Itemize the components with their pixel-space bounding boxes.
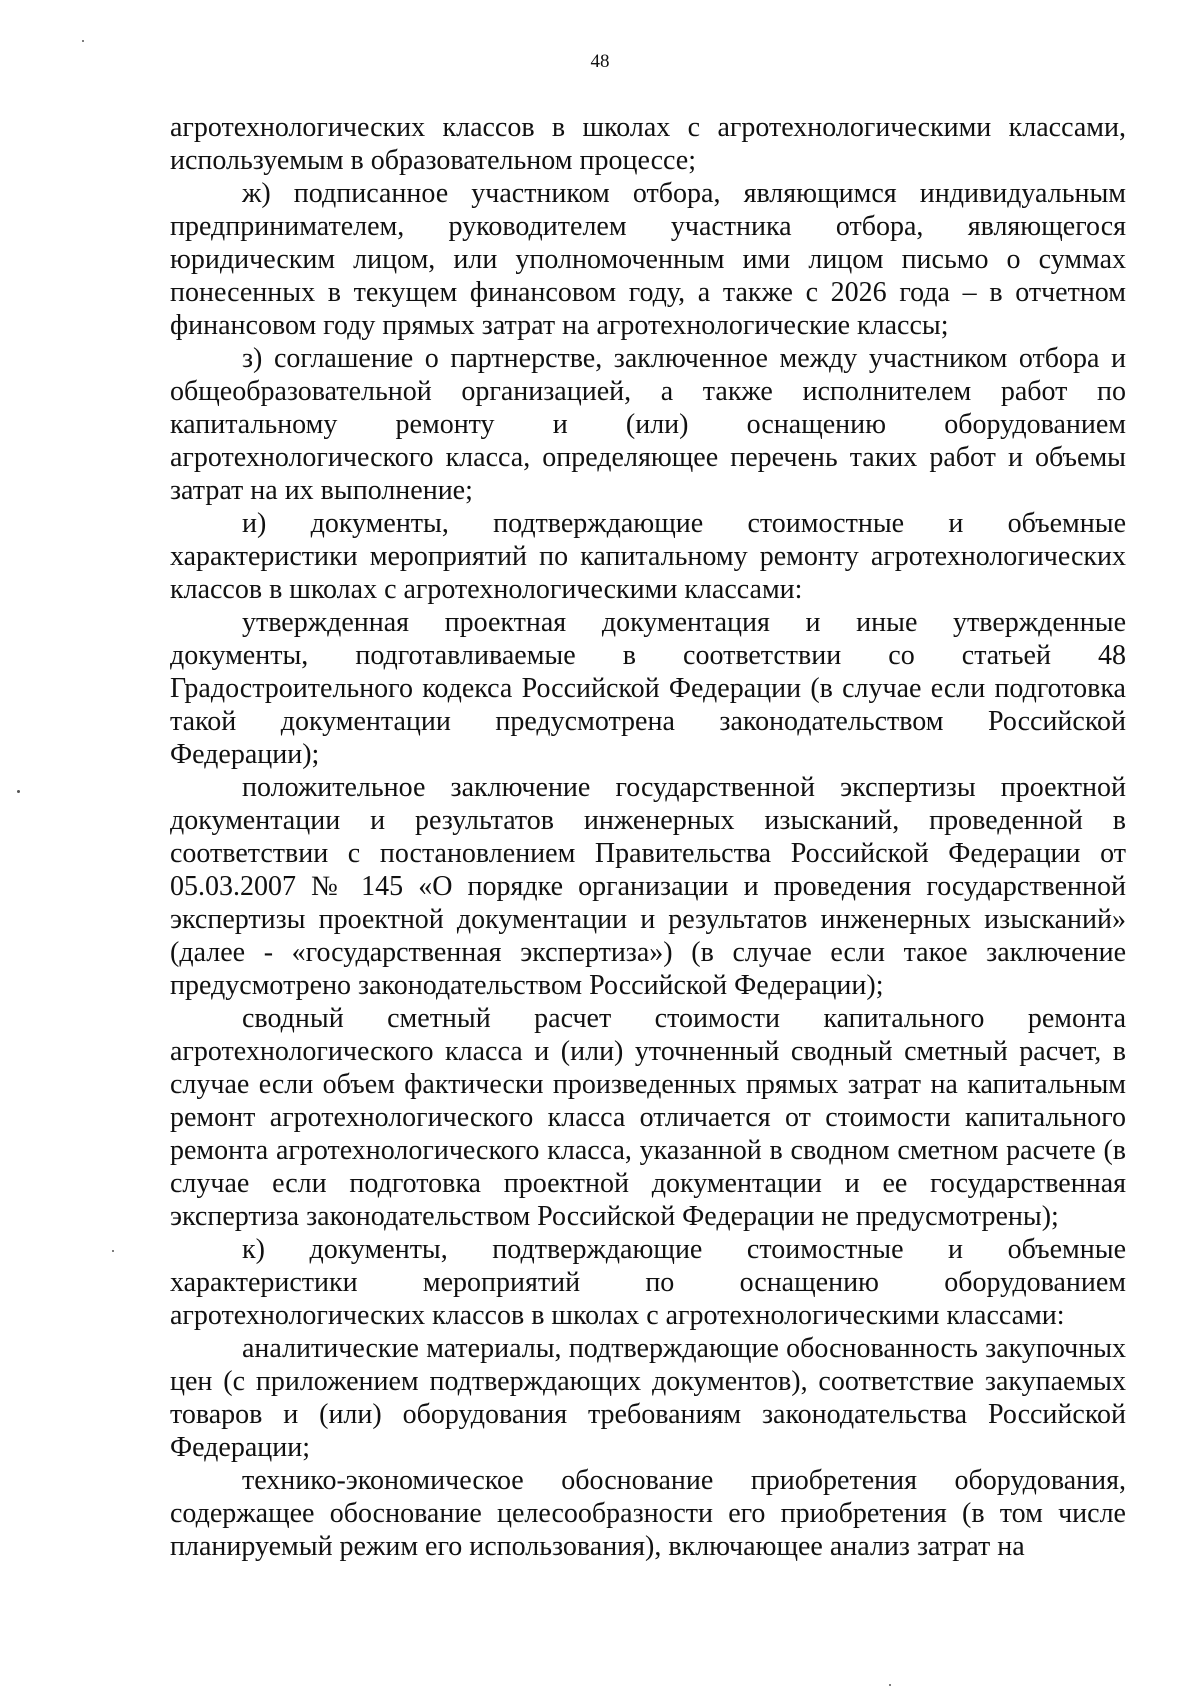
page-number: 48 (590, 51, 610, 72)
scan-speck (112, 1250, 114, 1252)
scan-speck (17, 790, 20, 793)
paragraph: сводный сметный расчет стоимости капитального ремонта агротехнологического класса и (или) уточненный сводный сметный расчет, в случае если объем фактически произведенных прямых затрат на капитальным ремонт агротехнологического класса отличается от стоимости капитального ремонта агротехнологического класса, указанной в сводном сметном расчете (в случае если подготовка проектной документации и ее государственная экспертиза законодательством Российской Федерации не предусмотрены); (170, 1003, 1126, 1232)
paragraph: аналитические материалы, подтверждающие обоснованность закупочных цен (с приложением подтверждающих документов), соответствие закупаемых товаров и (или) оборудования требованиям законодательства Российской Федерации; (170, 1333, 1126, 1463)
paragraph: з) соглашение о партнерстве, заключенное между участником отбора и общеобразовательной организацией, а также исполнителем работ по капитальному ремонту и (или) оснащению оборудованием агротехнологического класса, определяющее перечень таких работ и объемы затрат на их выполнение; (170, 343, 1126, 506)
paragraph: ж) подписанное участником отбора, являющимся индивидуальным предпринимателем, руководителем участника отбора, являющегося юридическим лицом, или уполномоченным ими лицом письмо о суммах понесенных в текущем финансовом году, а также с 2026 года – в отчетном финансовом году прямых затрат на агротехнологические классы; (170, 178, 1126, 341)
document-body (170, 111, 1126, 1563)
paragraph: утвержденная проектная документация и иные утвержденные документы, подготавливаемые в соответствии со статьей 48 Градостроительного кодекса Российской Федерации (в случае если подготовка такой документации предусмотрена законодательством Российской Федерации); (170, 607, 1126, 770)
paragraph: технико-экономическое обоснование приобретения оборудования, содержащее обоснование целесообразности его приобретения (в том числе планируемый режим его использования), включающее анализ затрат на (170, 1465, 1126, 1562)
paragraph: к) документы, подтверждающие стоимостные и объемные характеристики мероприятий по оснащению оборудованием агротехнологических классов в школах с агротехнологическими классами: (170, 1234, 1126, 1331)
paragraph: агротехнологических классов в школах с агротехнологическими классами, используемым в образовательном процессе; (170, 112, 1126, 176)
scan-speck (82, 40, 84, 42)
paragraph: положительное заключение государственной экспертизы проектной документации и результатов инженерных изысканий, проведенной в соответствии с постановлением Правительства Российской Федерации от 05.03.2007 № 145 «О порядке организации и проведения государственной экспертизы проектной документации и результатов инженерных изысканий» (далее - «государственная экспертиза») (в случае если такое заключение предусмотрено законодательством Российской Федерации); (170, 772, 1126, 1001)
paragraph: и) документы, подтверждающие стоимостные и объемные характеристики мероприятий по капитальному ремонту агротехнологических классов в школах с агротехнологическими классами: (170, 508, 1126, 605)
scan-speck (889, 1684, 891, 1686)
